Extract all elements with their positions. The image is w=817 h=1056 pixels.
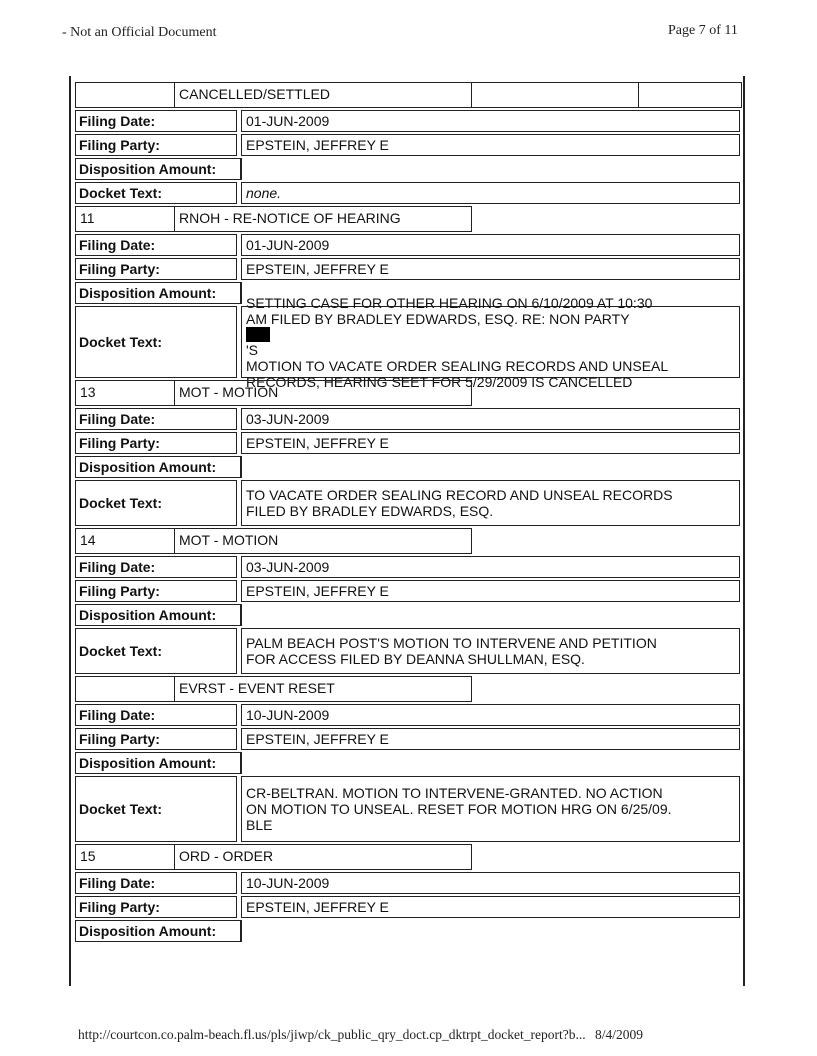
page-number: Page 7 of 11 (668, 23, 738, 38)
docket-text-line: FILED BY BRADLEY EDWARDS, ESQ. (246, 503, 494, 519)
filing-party-value: EPSTEIN, JEFFREY E (241, 580, 740, 602)
entry-code: CANCELLED/SETTLED (174, 82, 472, 108)
filing-date-row (75, 110, 742, 132)
docket-text-line (246, 311, 668, 358)
docket-text-line: FOR ACCESS FILED BY DEANNA SHULLMAN, ESQ. (246, 651, 585, 667)
disposition-amount-value (241, 920, 740, 942)
filing-date-value: 01-JUN-2009 (241, 234, 740, 256)
entry-number: 11 (75, 206, 175, 232)
filing-date-label: Filing Date: (75, 872, 237, 894)
docket-text-line: SETTING CASE FOR OTHER HEARING ON 6/10/2009 AT 10:30 (246, 294, 653, 311)
disposition-amount-value (241, 158, 740, 180)
entry-code: MOT - MOTION (174, 528, 472, 554)
filing-party-label: Filing Party: (75, 580, 237, 602)
docket-text-fragment: AM FILED BY BRADLEY EDWARDS, ESQ. RE: NON PARTY (246, 310, 630, 327)
entry-header (75, 380, 742, 406)
filing-date-value: 03-JUN-2009 (241, 408, 740, 430)
docket-text-label: Docket Text: (75, 306, 237, 378)
entry-header (75, 206, 742, 232)
docket-text-line: TO VACATE ORDER SEALING RECORD AND UNSEAL RECORDS (246, 487, 673, 503)
filing-party-row (75, 432, 742, 454)
docket-text-value (241, 294, 740, 390)
docket-text-label: Docket Text: (75, 182, 237, 204)
filing-party-value: EPSTEIN, JEFFREY E (241, 896, 740, 918)
filing-date-value: 10-JUN-2009 (241, 872, 740, 894)
page-footer (78, 1027, 643, 1043)
entry-header (75, 844, 742, 870)
filing-date-row (75, 408, 742, 430)
entry-number: 14 (75, 528, 175, 554)
disposition-amount-label: Disposition Amount: (75, 752, 241, 774)
filing-party-value: EPSTEIN, JEFFREY E (241, 728, 740, 750)
filing-party-row (75, 728, 742, 750)
docket-text-value: none. (241, 182, 740, 204)
docket-text-fragment: 'S (246, 341, 259, 358)
disposition-amount-row (75, 456, 742, 478)
filing-date-label: Filing Date: (75, 556, 237, 578)
entry-number (75, 676, 175, 702)
disposition-amount-label: Disposition Amount: (75, 282, 241, 304)
disposition-amount-row (75, 604, 742, 626)
filing-party-row (75, 134, 742, 156)
disposition-amount-row (75, 158, 742, 180)
docket-text-line: BLE (246, 817, 273, 833)
entry-header (75, 528, 742, 554)
filing-date-value: 01-JUN-2009 (241, 110, 740, 132)
filing-date-label: Filing Date: (75, 408, 237, 430)
filing-date-row (75, 872, 742, 894)
filing-party-label: Filing Party: (75, 134, 237, 156)
docket-text-label: Docket Text: (75, 776, 237, 842)
filing-date-label: Filing Date: (75, 704, 237, 726)
docket-text-row (75, 294, 742, 390)
source-url: http://courtcon.co.palm-beach.fl.us/pls/jiwp/ck_public_qry_doct.cp_dktrpt_docket_report?b... (78, 1027, 586, 1042)
entry-header (75, 82, 742, 108)
disposition-amount-value (241, 752, 740, 774)
filing-party-value: EPSTEIN, JEFFREY E (241, 134, 740, 156)
filing-date-row (75, 704, 742, 726)
entry-number (75, 82, 175, 108)
docket-text-value (241, 776, 740, 842)
disposition-amount-label: Disposition Amount: (75, 920, 241, 942)
filing-party-row (75, 896, 742, 918)
disposition-amount-label: Disposition Amount: (75, 456, 241, 478)
docket-text-value (241, 628, 740, 674)
filing-party-label: Filing Party: (75, 432, 237, 454)
filing-party-label: Filing Party: (75, 896, 237, 918)
docket-text-label: Docket Text: (75, 628, 237, 674)
docket-text-row (75, 776, 742, 842)
filing-date-row (75, 556, 742, 578)
filing-date-value: 03-JUN-2009 (241, 556, 740, 578)
filing-date-label: Filing Date: (75, 234, 237, 256)
entry-empty-cell (638, 82, 742, 108)
disposition-amount-row (75, 920, 742, 942)
filing-date-label: Filing Date: (75, 110, 237, 132)
document-disclaimer: - Not an Official Document (62, 25, 217, 40)
filing-party-value: EPSTEIN, JEFFREY E (241, 432, 740, 454)
entry-number: 15 (75, 844, 175, 870)
entry-code: MOT - MOTION (174, 380, 472, 406)
entry-code: RNOH - RE-NOTICE OF HEARING (174, 206, 472, 232)
filing-date-row (75, 234, 742, 256)
filing-party-value: EPSTEIN, JEFFREY E (241, 258, 740, 280)
docket-text-row (75, 628, 742, 674)
entry-code: ORD - ORDER (174, 844, 472, 870)
entry-header (75, 676, 742, 702)
disposition-amount-value (241, 604, 740, 626)
disposition-amount-row (75, 752, 742, 774)
docket-text-value (241, 480, 740, 526)
print-date: 8/4/2009 (595, 1027, 644, 1042)
filing-party-label: Filing Party: (75, 258, 237, 280)
docket-text-row (75, 182, 742, 204)
docket-text-line: CR-BELTRAN. MOTION TO INTERVENE-GRANTED. NO ACTION (246, 785, 663, 801)
docket-report (75, 82, 742, 944)
docket-text-line: PALM BEACH POST'S MOTION TO INTERVENE AND PETITION (246, 635, 657, 651)
disposition-amount-label: Disposition Amount: (75, 604, 241, 626)
disposition-amount-label: Disposition Amount: (75, 158, 241, 180)
docket-text-line: MOTION TO VACATE ORDER SEALING RECORDS AND UNSEAL (246, 357, 669, 374)
disposition-amount-value (241, 456, 740, 478)
entry-code: EVRST - EVENT RESET (174, 676, 472, 702)
docket-text-line: ON MOTION TO UNSEAL. RESET FOR MOTION HRG ON 6/25/09. (246, 801, 672, 817)
filing-date-value: 10-JUN-2009 (241, 704, 740, 726)
redaction-box (246, 327, 270, 342)
filing-party-row (75, 258, 742, 280)
filing-party-label: Filing Party: (75, 728, 237, 750)
filing-party-row (75, 580, 742, 602)
entry-number: 13 (75, 380, 175, 406)
docket-text-row (75, 480, 742, 526)
docket-text-line: RECORDS, HEARING SEET FOR 5/29/2009 IS CANCELLED (246, 373, 633, 390)
entry-empty-cell (471, 82, 639, 108)
docket-text-label: Docket Text: (75, 480, 237, 526)
